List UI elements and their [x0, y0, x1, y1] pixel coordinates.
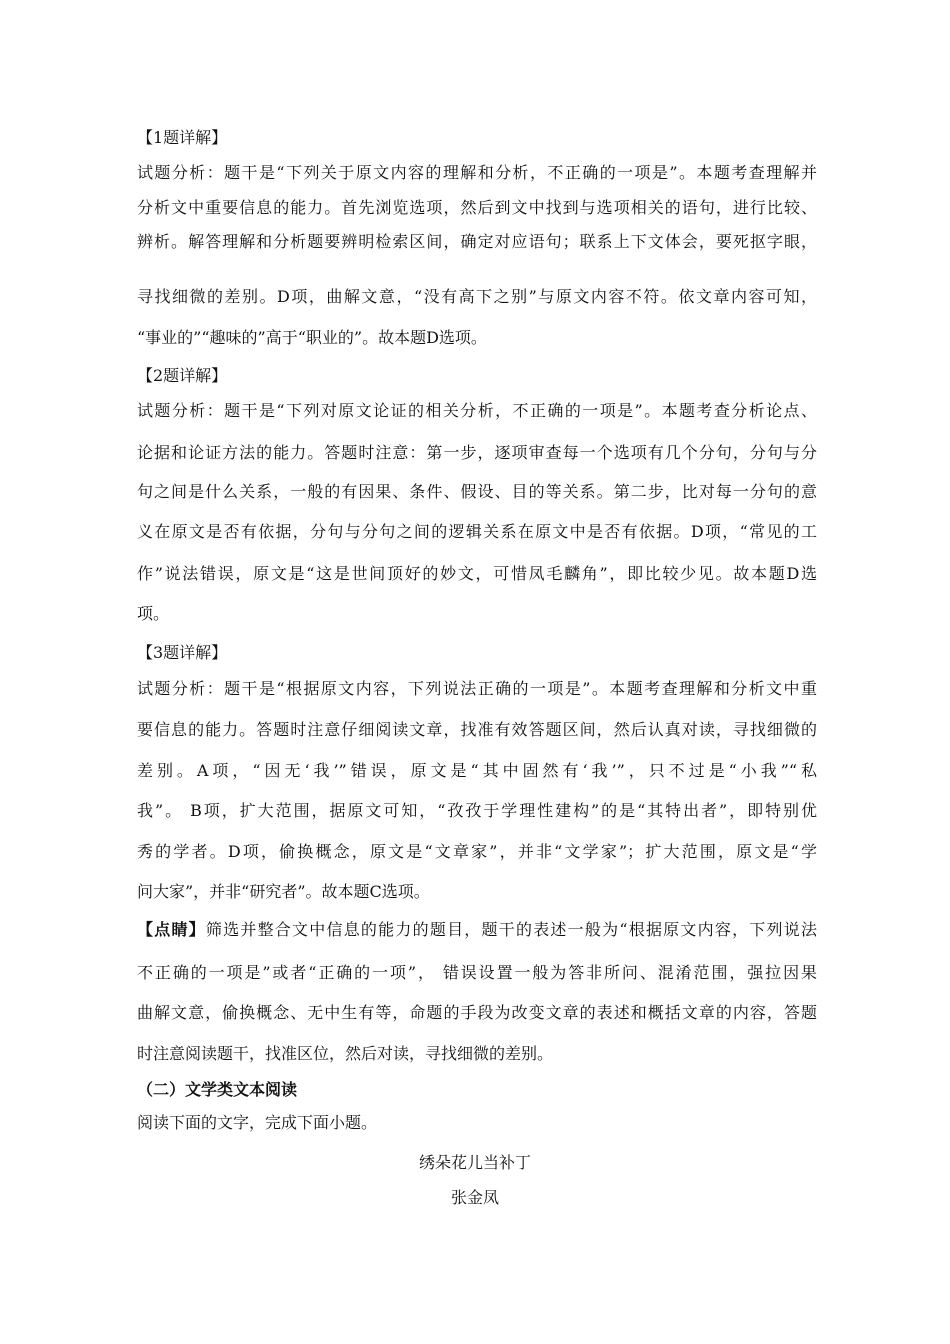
section-2-line-3: 句之间是什么关系，一般的有因果、条件、假设、目的等关系。第二步，比对每一分句的意: [137, 482, 817, 501]
dianjing-line-2: 不正确的一项是”或者“正确的一项”， 错误设置一般为答非所问、混淆范围，强拉因果: [137, 963, 817, 982]
section-1-line-2: 分析文中重要信息的能力。首先浏览选项，然后到文中找到与选项相关的语句，进行比较、: [137, 198, 817, 217]
story-title: 绣朵花儿当补丁: [418, 1153, 531, 1172]
section-2-heading: 【2题详解】: [137, 366, 228, 385]
section-3-line-3: 差别。A项，“因无‘我’”错误，原文是“其中固然有‘我’”，只不过是“小我”“私: [137, 761, 817, 780]
story-author: 张金凤: [450, 1188, 499, 1207]
section-2-line-1: 试题分析：题干是“下列对原文论证的相关分析，不正确的一项是”。本题考查分析论点、: [137, 401, 817, 420]
section-3-line-4: 我”。 B项，扩大范围，据原文可知，“孜孜于学理性建构”的是“其特出者”，即特别优: [137, 801, 817, 820]
section-2-line-5: 作”说法错误，原文是“这是世间顶好的妙文，可惜凤毛麟角”，即比较少见。故本题D选: [137, 564, 817, 583]
section-3-line-6: 问大家”，并非“研究者”。故本题C选项。: [137, 882, 430, 901]
section-1-line-5: “事业的”“趣味的”高于“职业的”。故本题D选项。: [137, 328, 487, 347]
section-1-heading: 【1题详解】: [137, 128, 228, 147]
section-1-line-1: 试题分析：题干是“下列关于原文内容的理解和分析，不正确的一项是”。本题考查理解并: [137, 163, 817, 182]
dianjing-text: 筛选并整合文中信息的能力的题目，题干的表述一般为“根据原文内容，下列说法: [205, 920, 817, 939]
dianjing-line-4: 时注意阅读题干，找准区位，然后对读，寻找细微的差别。: [137, 1044, 554, 1063]
part-2-instruction: 阅读下面的文字，完成下面小题。: [137, 1113, 378, 1132]
section-3-line-1: 试题分析：题干是“根据原文内容，下列说法正确的一项是”。本题考查理解和分析文中重: [137, 679, 817, 698]
section-1-line-3: 辨析。解答理解和分析题要辨明检索区间，确定对应语句；联系上下文体会，要死抠字眼，: [137, 232, 817, 251]
section-3-line-2: 要信息的能力。答题时注意仔细阅读文章，找准有效答题区间，然后认真对读，寻找细微的: [137, 720, 817, 739]
section-2-line-2: 论据和论证方法的能力。答题时注意：第一步，逐项审查每一个选项有几个分句，分句与分: [137, 443, 817, 462]
section-2-line-6: 项。: [137, 604, 170, 623]
dianjing-line-3: 曲解文意，偷换概念、无中生有等，命题的手段为改变文章的表述和概括文章的内容，答题: [137, 1003, 817, 1022]
section-1-line-4: 寻找细微的差别。D项，曲解文意，“没有高下之别”与原文内容不符。依文章内容可知，: [137, 287, 817, 306]
dianjing-first-line: [137, 920, 817, 940]
dianjing-label: 【点睛】: [137, 920, 206, 939]
section-3-line-5: 秀的学者。D项，偷换概念，原文是“文章家”，并非“文学家”；扩大范围，原文是“学: [137, 842, 817, 861]
section-2-line-4: 义在原文是否有依据，分句与分句之间的逻辑关系在原文中是否有依据。D项，“常见的工: [137, 522, 817, 541]
section-3-heading: 【3题详解】: [137, 643, 228, 662]
part-2-heading: （二）文学类文本阅读: [137, 1080, 298, 1099]
